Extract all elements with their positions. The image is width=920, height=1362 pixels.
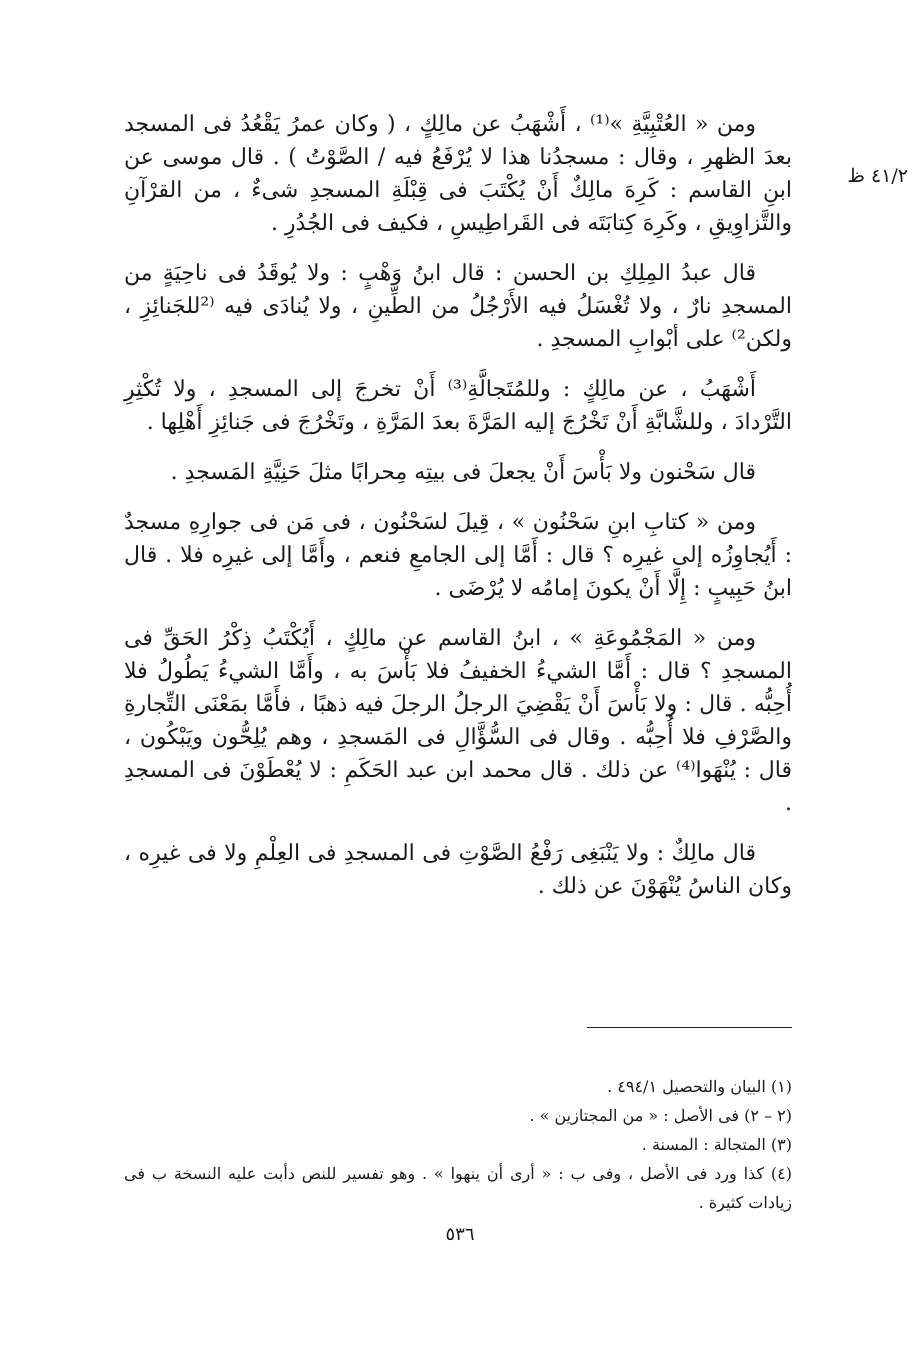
footnote-1: (١) البيان والتحصيل ٤٩٤/١ . (607, 1077, 792, 1096)
page-number: ٥٣٦ (445, 1224, 475, 1245)
footnotes (124, 1072, 792, 1217)
paragraph-1: ومن « العُتْبِيَّةِ »⁽¹⁾ ، أَشْهَبُ عن مالِكٍ ، ( وكان عمرُ يَقْعُدُ فى المسجد بعدَ الظهرِ ، وقال : مسجدُنا هذا لا يُرْفَعُ فيه / الصَّوْتُ ) . قال موسى عن ابنِ القاسم : كَرِهَ مالِكٌ أَنْ يُكْتَبَ فى قِبْلَةِ المسجدِ شىءٌ ، من القرْآنِ والتَّزاوِيقِ ، وكَرِهَ كِتابَتَه فى القَراطِيسِ ، فكيف فى الجُدُرِ . (124, 112, 792, 236)
paragraph-5: ومن « كتابِ ابنِ سَحْنُون » ، قِيلَ لسَحْنُون ، فى مَن فى جوارِهِ مسجدٌ : أَيُجاوِزُه إلى غيرِه ؟ قال : أَمَّا إلى الجامعِ فنعم ، وأَمَّا إلى غيرِه فلا . قال ابنُ حَبِيبٍ : إِلَّا أَنْ يكونَ إمامُه لا يُرْضَى . (124, 510, 792, 601)
paragraph-3: أَشْهَبُ ، عن مالِكٍ : وللمُتَجالَّةِ⁽³⁾ أَنْ تخرجَ إلى المسجدِ ، ولا تُكْثِرِ التَّرْدادَ ، وللشَّابَّةِ أَنْ تَخْرُجَ إليه المَرَّةَ بعدَ المَرَّةِ ، وتَخْرُجَ فى جَنائِزِ أَهْلِها . (124, 377, 792, 435)
paragraph-2: قال عبدُ المِلِكِ بن الحسن : قال ابنُ وَهْبٍ : ولا يُوقَدُ فى ناحِيَةٍ من المسجدِ نارٌ ، ولا تُغْسَلُ فيه الأَرْجُلُ من الطِّينِ ، ولا يُنادَى فيه ⁽²للجَنائِزِ ، ولكن²⁾ على أبْوابِ المسجدِ . (124, 261, 792, 352)
paragraph-6: ومن « المَجْمُوعَةِ » ، ابنُ القاسم عن مالِكٍ ، أَيُكْتَبُ ذِكْرُ الحَقِّ فى المسجدِ ؟ قال : أَمَّا الشيءُ الخفيفُ فلا بَأْسَ به ، وأَمَّا الشيءُ يَطُولُ فلا أُحِبُّه . قال : ولا بَأْسَ أَنْ يَقْضِيَ الرجلُ الرجلَ فيه ذهبًا ، فأَمَّا بمَعْنَى التِّجارةِ والصَّرْفِ فلا أُحِبُّه . وقال فى السُّؤَّالِ فى المَسجدِ ، وهم يُلِحُّون ويَبْكُون ، قال : يُنْهَوا⁽⁴⁾ عن ذلك . قال محمد ابن عبد الحَكَمِ : لا يُعْطَوْنَ فى المسجدِ . (124, 626, 793, 816)
footnote-4: (٤) كذا ورد فى الأصل ، وفى ب : « أرى أن ينهوا » . وهو تفسير للنص دأبت عليه النسخة ب فى زيادات كثيرة . (124, 1164, 792, 1212)
paragraph-4: قال سَحْنون ولا بَأْسَ أَنْ يجعلَ فى بيتِه مِحرابًا مثلَ حَنِيَّةِ المَسجدِ . (170, 460, 756, 485)
footnote-divider (587, 1027, 792, 1028)
footnote-2: (٢ – ٢) فى الأصل : « من المجتازين » . (529, 1106, 792, 1125)
manuscript-folio-note: ٤١/٢ ظ (847, 165, 908, 187)
footnote-3: (٣) المتجالة : المسنة . (641, 1135, 792, 1154)
main-text (124, 108, 792, 920)
paragraph-7: قال مالِكٌ : ولا يَنْبَغِى رَفْعُ الصَّوْتِ فى المسجدِ فى العِلْمِ ولا فى غيرِه ، وكان الناسُ يُنْهَوْنَ عن ذلك . (124, 841, 792, 899)
